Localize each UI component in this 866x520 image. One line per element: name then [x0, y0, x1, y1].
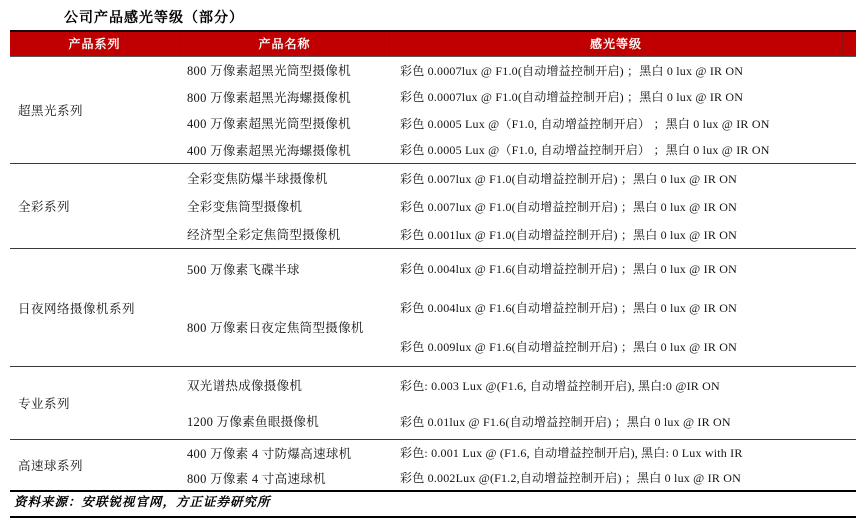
product-name-cell: 800 万像素日夜定焦筒型摄像机 — [187, 321, 364, 335]
series-label: 超黑光系列 — [18, 104, 84, 118]
table-header-row — [10, 30, 856, 57]
sensitivity-cell: 彩色 0.009lux @ F1.6(自动增益控制开启) ；黑白 0 lux @ IR ON — [400, 340, 737, 354]
table-row — [180, 164, 856, 192]
series-label: 高速球系列 — [18, 459, 84, 473]
product-name-cell: 800 万像素 4 寸高速球机 — [187, 471, 326, 486]
column-header-spacer — [843, 32, 856, 56]
table-section-full-color — [10, 164, 856, 249]
sensitivity-cell: 彩色 0.0007lux @ F1.0(自动增益控制开启) ；黑白 0 lux @ IR ON — [400, 63, 744, 78]
table-row — [180, 440, 856, 465]
column-header-sensitivity: 感光等级 — [390, 32, 843, 56]
sensitivity-cell: 彩色: 0.001 Lux @ (F1.6, 自动增益控制开启), 黑白: 0 Lux with IR — [400, 446, 743, 460]
product-name-cell: 全彩变焦筒型摄像机 — [187, 200, 303, 214]
table-row — [180, 249, 856, 288]
table-row — [180, 137, 856, 164]
product-name-cell: 经济型全彩定焦筒型摄像机 — [187, 228, 341, 242]
product-name-cell: 双光谱热成像摄像机 — [187, 379, 303, 393]
product-name-cell: 800 万像素超黑光筒型摄像机 — [187, 64, 351, 79]
sensitivity-cell: 彩色 0.002Lux @(F1.2,自动增益控制开启) ；黑白 0 lux @ IR ON — [400, 471, 741, 485]
series-label: 全彩系列 — [18, 200, 71, 214]
column-header-product: 产品名称 — [180, 32, 390, 56]
table-row — [180, 57, 856, 84]
sensitivity-cell: 彩色 0.001lux @ F1.0(自动增益控制开启) ；黑白 0 lux @ IR ON — [400, 227, 737, 242]
table-section-professional — [10, 367, 856, 440]
source-note: 资料来源：安联锐视官网，方正证券研究所 — [10, 492, 856, 518]
product-name-cell: 800 万像素超黑光海螺摄像机 — [187, 90, 351, 105]
table-section-ultra-black — [10, 57, 856, 164]
product-name-cell: 400 万像素超黑光海螺摄像机 — [187, 143, 351, 158]
column-header-series: 产品系列 — [10, 32, 180, 56]
table-row — [180, 220, 856, 248]
table-section-day-night — [10, 249, 856, 367]
table-row — [180, 403, 856, 439]
table-row-merged — [180, 288, 856, 366]
sensitivity-cell: 彩色 0.01lux @ F1.6(自动增益控制开启) ；黑白 0 lux @ IR ON — [400, 414, 731, 429]
series-label: 日夜网络摄像机系列 — [18, 301, 136, 316]
table-section-speed-dome — [10, 440, 856, 492]
product-name-cell: 1200 万像素鱼眼摄像机 — [187, 415, 320, 429]
table-row — [180, 465, 856, 490]
sensitivity-cell: 彩色 0.004lux @ F1.6(自动增益控制开启) ；黑白 0 lux @ IR ON — [400, 301, 737, 315]
sensitivity-cell: 彩色 0.0007lux @ F1.0(自动增益控制开启) ；黑白 0 lux @ IR ON — [400, 90, 744, 105]
product-name-cell: 400 万像素 4 寸防爆高速球机 — [187, 446, 352, 461]
sensitivity-cell: 彩色 0.007lux @ F1.0(自动增益控制开启) ；黑白 0 lux @ IR ON — [400, 199, 737, 214]
sensitivity-cell: 彩色 0.0005 Lux @（F1.0, 自动增益控制开启） ；黑白 0 lux @ IR ON — [400, 116, 770, 131]
product-name-cell: 500 万像素飞碟半球 — [187, 262, 300, 277]
sensitivity-cell: 彩色: 0.003 Lux @(F1.6, 自动增益控制开启), 黑白:0 @IR ON — [400, 378, 720, 393]
figure-title: 公司产品感光等级（部分） — [64, 11, 244, 26]
product-name-cell: 全彩变焦防爆半球摄像机 — [187, 172, 328, 186]
sensitivity-cell: 彩色 0.007lux @ F1.0(自动增益控制开启) ；黑白 0 lux @ IR ON — [400, 171, 737, 186]
table-row — [180, 84, 856, 111]
series-label: 专业系列 — [18, 397, 71, 411]
sensitivity-table — [10, 30, 856, 492]
table-row — [180, 192, 856, 220]
sensitivity-cell: 彩色 0.0005 Lux @（F1.0, 自动增益控制开启） ；黑白 0 lux @ IR ON — [400, 143, 770, 158]
table-row — [180, 367, 856, 403]
table-row — [180, 110, 856, 137]
product-name-cell: 400 万像素超黑光筒型摄像机 — [187, 117, 351, 132]
sensitivity-cell: 彩色 0.004lux @ F1.6(自动增益控制开启) ；黑白 0 lux @ IR ON — [400, 262, 737, 276]
